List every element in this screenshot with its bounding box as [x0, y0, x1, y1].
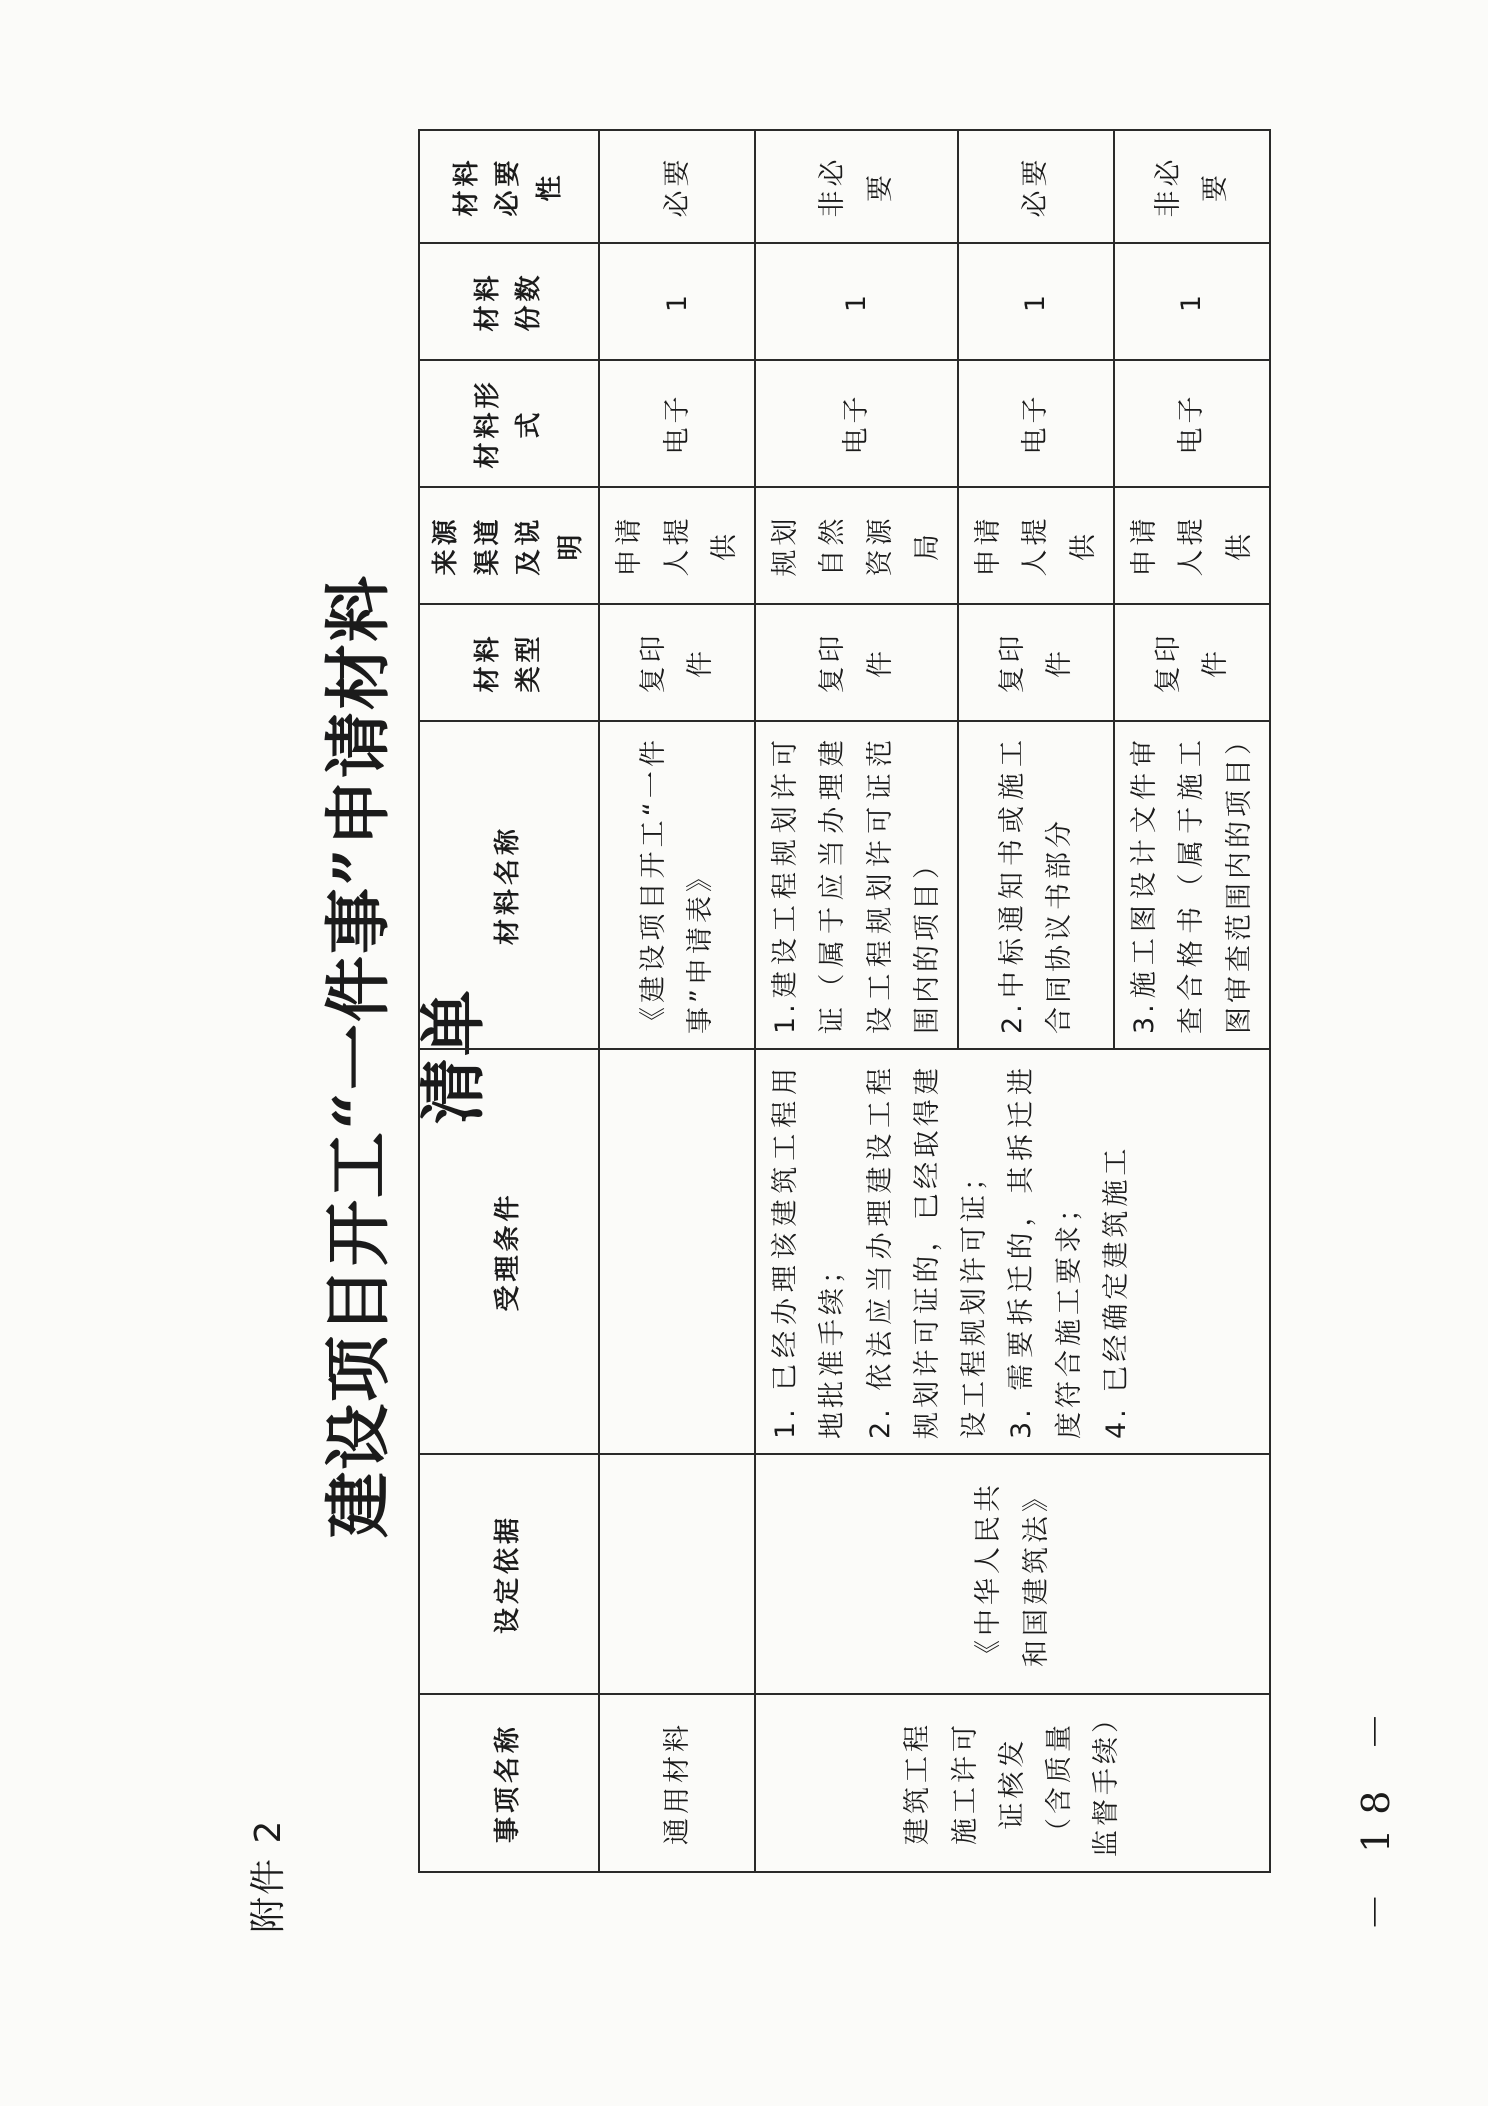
condition-2: 2. 依法应当办理建设工程规划许可证的，已经取得建设工程规划许可证； [864, 1064, 991, 1439]
permit-form-1: 电子 [755, 360, 958, 487]
page-number: － 18 － [1354, 1698, 1398, 1931]
condition-4: 4. 已经确定建筑施工 [1100, 1144, 1132, 1439]
table-row [755, 130, 958, 1872]
general-count: 1 [599, 243, 755, 360]
permit-source-1: 规划自然资源局 [755, 487, 958, 604]
permit-count-3: 1 [1114, 243, 1270, 360]
permit-count-2: 1 [958, 243, 1114, 360]
page-title: 建设项目开工“一件事”申请材料清单 [319, 574, 492, 1538]
general-conditions [599, 1049, 755, 1454]
permit-material-2: 2.中标通知书或施工合同协议书部分 [958, 721, 1114, 1049]
general-necessity: 必要 [599, 130, 755, 243]
permit-form-3: 电子 [1114, 360, 1270, 487]
permit-source-3: 申请人提供 [1114, 487, 1270, 604]
header-source: 来源渠道及说明 [419, 487, 599, 604]
table-header-row [419, 130, 599, 1872]
header-necessity: 材料必要性 [419, 130, 599, 243]
table-row [599, 130, 755, 1872]
permit-necessity-1: 非必要 [755, 130, 958, 243]
general-basis [599, 1454, 755, 1694]
permit-form-2: 电子 [958, 360, 1114, 487]
permit-conditions [755, 1049, 1270, 1454]
header-conditions: 受理条件 [419, 1049, 599, 1454]
general-material-name: 《建设项目开工“一件事”申请表》 [599, 721, 755, 1049]
permit-count-1: 1 [755, 243, 958, 360]
permit-source-2: 申请人提供 [958, 487, 1114, 604]
general-form: 电子 [599, 360, 755, 487]
materials-table [418, 129, 1271, 1873]
header-material-type: 材料类型 [419, 604, 599, 721]
header-item-name: 事项名称 [419, 1694, 599, 1872]
header-form: 材料形式 [419, 360, 599, 487]
condition-1: 1. 已经办理该建筑工程用地批准手续； [770, 1064, 849, 1439]
condition-3: 3. 需要拆迁的，其拆迁进度符合施工要求； [1006, 1064, 1085, 1439]
header-basis: 设定依据 [419, 1454, 599, 1694]
permit-necessity-3: 非必要 [1114, 130, 1270, 243]
attachment-label: 附件 2 [248, 1818, 289, 1933]
permit-type-1: 复印件 [755, 604, 958, 721]
general-material-type: 复印件 [599, 604, 755, 721]
permit-necessity-2: 必要 [958, 130, 1114, 243]
permit-basis: 《中华人民共和国建筑法》 [755, 1454, 1270, 1694]
general-item-name: 通用材料 [599, 1694, 755, 1872]
general-source: 申请人提供 [599, 487, 755, 604]
permit-type-3: 复印件 [1114, 604, 1270, 721]
permit-material-3: 3.施工图设计文件审查合格书（属于施工图审查范围内的项目） [1114, 721, 1270, 1049]
permit-material-1: 1.建设工程规划许可证（属于应当办理建设工程规划许可证范围内的项目） [755, 721, 958, 1049]
header-count: 材料份数 [419, 243, 599, 360]
permit-item-name: 建筑工程施工许可证核发（含质量监督手续） [755, 1694, 1270, 1872]
header-material-name: 材料名称 [419, 721, 599, 1049]
permit-type-2: 复印件 [958, 604, 1114, 721]
